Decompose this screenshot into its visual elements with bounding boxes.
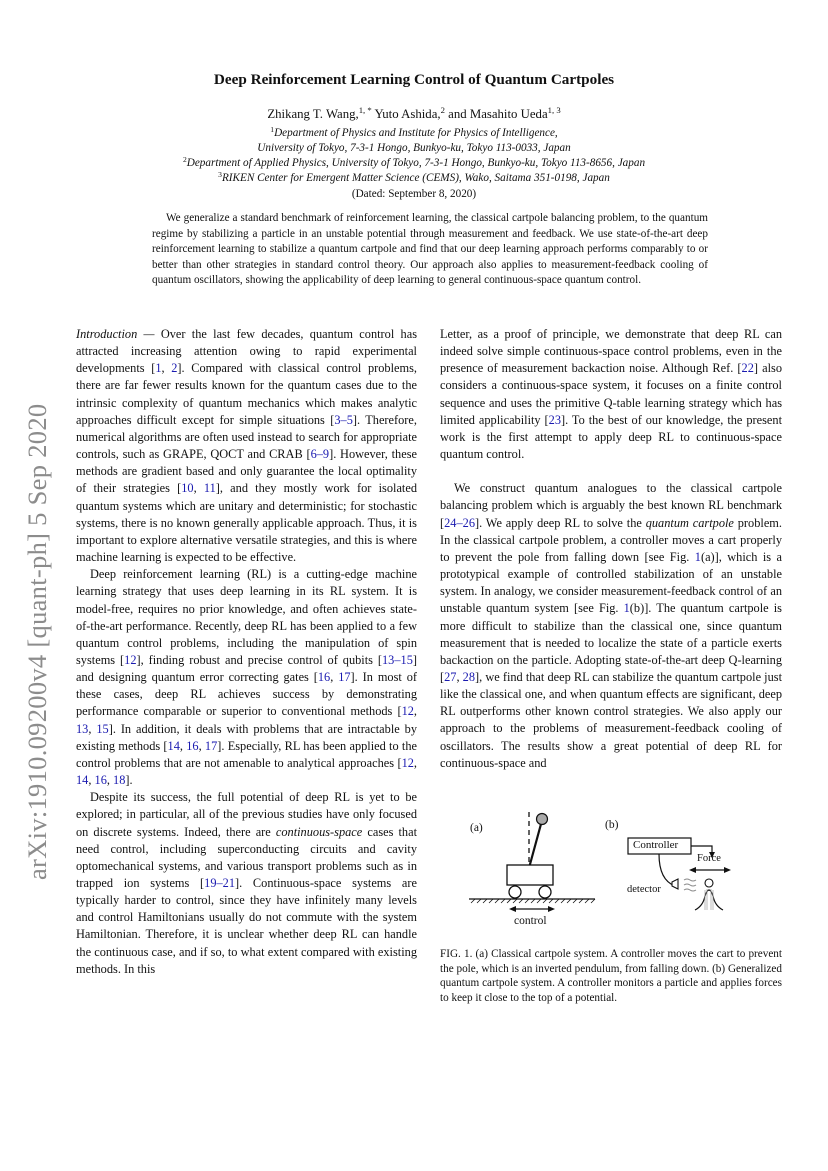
body-text: Letter, as a proof of principle, we demonstrate that deep RL can indeed solve simple continuous-space control problems, even in the presence of measurement backaction noise. Although Ref. [ — [440, 327, 782, 376]
citation-link[interactable]: 23 — [548, 412, 561, 427]
body-text: , — [88, 721, 97, 736]
author-name: Zhikang T. Wang, — [267, 107, 359, 121]
author-name: and Masahito Ueda — [444, 107, 548, 121]
emphasis-text: continuous-space — [275, 824, 363, 839]
citation-link[interactable]: 2 — [171, 361, 178, 376]
citation-link[interactable]: 11 — [203, 481, 216, 496]
right-column — [440, 326, 782, 772]
force-arrow-left-head — [689, 867, 696, 873]
controller-label: Controller — [633, 839, 679, 851]
citation-link[interactable]: 27 — [444, 669, 457, 684]
affil-text: University of Tokyo, 7-3-1 Hongo, Bunkyo-ku, Tokyo 113-0033, Japan — [257, 142, 571, 154]
figure-1 — [465, 810, 785, 935]
body-text: We construct quantum analogues to the classical cartpole balancing problem which is arguably the best known RL benchmark [ — [440, 481, 782, 530]
citation-link[interactable]: 12 — [401, 755, 414, 770]
affiliation-line — [0, 154, 828, 169]
body-text: ]. Therefore, numerical algorithms are often used instead to search for appropriate controls, such as GRAPE, QOCT and CRAB [ — [76, 412, 417, 462]
body-text: ] and designing quantum error correcting gates [ — [76, 652, 417, 685]
figure-1-caption: FIG. 1. (a) Classical cartpole system. A controller moves the cart to prevent the pole, which is an inverted pendulum, from falling down. (b) Generalized quantum cartpole system. A controller monitors a particle and applies forces to keep it close to the top of a potential. — [440, 948, 782, 1004]
author-affil-mark: 2 — [440, 105, 445, 116]
left-column — [76, 326, 417, 978]
body-text: ]. However, these methods are gradient based and only guarantee the local optimality of their strategies [ — [76, 447, 417, 496]
citation-link[interactable]: 18 — [113, 773, 126, 788]
citation-link[interactable]: 22 — [741, 361, 754, 376]
detector-label: detector — [627, 884, 661, 895]
body-paragraph — [440, 326, 782, 463]
citation-link[interactable]: 17 — [338, 670, 351, 685]
body-text: ]. We apply deep RL to solve the — [474, 515, 646, 530]
citation-link[interactable]: 6–9 — [310, 447, 330, 462]
panel-b-label: (b) — [605, 819, 619, 831]
body-text: ]. In most of these cases, deep RL achieves success by demonstrating performance comparable or superior to conventional methods [ — [76, 670, 417, 719]
citation-link[interactable]: 1 — [155, 361, 162, 376]
body-text: , — [179, 738, 187, 753]
body-paragraph — [76, 566, 417, 789]
force-label: Force — [697, 853, 721, 864]
body-text: ]. Compared with classical control problems, there are far fewer results known for the quantum cases due to the intrinsic complexity of quantum mechanics which makes analytic approaches difficult except for simple situations [ — [76, 361, 417, 427]
cart-wheel — [509, 886, 521, 898]
emphasis-text: Introduction — — [76, 327, 155, 341]
body-text: , — [161, 361, 172, 376]
figure-1-drawing — [465, 810, 785, 935]
affil-text: Department of Applied Physics, University of Tokyo, 7-3-1 Hongo, Bunkyo-ku, Tokyo 113-8656, Japan — [186, 157, 646, 169]
pole-mass — [537, 814, 548, 825]
body-text: , — [198, 738, 205, 753]
body-paragraph — [76, 789, 417, 978]
panel-a-label: (a) — [470, 822, 483, 834]
citation-link[interactable]: 16 — [317, 670, 331, 685]
pole — [529, 824, 541, 868]
affiliation-line — [0, 142, 828, 154]
author-name: Yuto Ashida, — [371, 107, 441, 121]
paragraph-gap — [440, 463, 782, 480]
control-arrow-right-head — [548, 906, 555, 912]
citation-link[interactable]: 16 — [186, 738, 199, 753]
body-paragraph — [440, 480, 782, 772]
detector-icon — [672, 879, 678, 889]
body-text: ], finding robust and precise control of qubits [ — [136, 652, 382, 667]
body-text: , — [193, 481, 204, 496]
dated-line: (Dated: September 8, 2020) — [351, 188, 477, 200]
affiliation-line — [0, 169, 828, 184]
citation-link[interactable]: 13–15 — [382, 652, 413, 667]
body-text: , — [413, 704, 417, 719]
citation-link[interactable]: 12 — [401, 704, 414, 719]
body-paragraph — [76, 326, 417, 566]
body-text: (b)]. The quantum cartpole is more difficult to stabilize than the classical one, since quantum measurement that is needed to localize the state of a particle exerts backaction on the particle. Adopting state-of-the-art deep Q-learning [ — [440, 601, 782, 684]
body-text: ]. In addition, it deals with problems that are intractable by existing methods [ — [76, 721, 418, 753]
particle — [705, 879, 713, 887]
body-text: ]. — [125, 773, 133, 788]
body-text: Over the last few decades, quantum control has attracted increasing attention owing to rapid experimental developments [ — [76, 327, 417, 376]
emphasis-text: quantum cartpole — [645, 515, 734, 530]
cart — [507, 865, 553, 885]
cart-wheel — [539, 886, 551, 898]
arxiv-side-label: arXiv:1910.09200v4 [quant-ph] 5 Sep 2020 — [22, 403, 52, 880]
body-text: Despite its success, the full potential of deep RL is yet to be explored; in particular, all of the previous studies have only focused on discrete systems. Indeed, there are — [76, 790, 417, 839]
citation-link[interactable]: 16 — [94, 773, 107, 788]
body-text: ]. To the best of our knowledge, the present work is the first attempt to apply deep RL to continuous-space quantum control. — [440, 412, 782, 462]
body-text: ], we find that deep RL can stabilize the quantum cartpole just like the classical one, and when quantum effects are significant, deep RL outperforms other known control strategies. We also apply our approach to the problems of measurement-feedback cooling of oscillators. The results show a great potential of deep RL for continuous-space and — [440, 669, 782, 770]
body-text: , — [413, 755, 417, 770]
body-text: (a)], which is a prototypical example of controlled stabilization of an unstable system. In analogy, we consider measurement-feedback control of an unstable quantum system [see Fig. — [440, 549, 782, 616]
wave-icon — [684, 879, 696, 891]
author-affil-mark: 1, 3 — [547, 105, 561, 116]
citation-link[interactable]: 13 — [76, 721, 89, 736]
abstract: We generalize a standard benchmark of reinforcement learning, the classical cartpole balancing problem, to the quantum regime by stabilizing a particle in an unstable potential through measurement and feedback. We use state-of-the-art deep reinforcement learning to stabilize a quantum cartpole and find that our deep learning approach performs comparably to or better than other strategies in standard control theory. Our approach also applies to measurement-feedback cooling of quantum oscillators, showing the applicability of deep learning to general continuous-space quantum control. — [152, 212, 708, 287]
citation-link[interactable]: 12 — [124, 652, 137, 667]
citation-link[interactable]: 19–21 — [204, 876, 236, 890]
citation-link[interactable]: 14 — [76, 773, 89, 788]
body-text: , — [88, 773, 95, 788]
body-text: problem. In the classical cartpole problem, a controller moves a cart properly to prevent the pole from falling down [see Fig. — [440, 515, 782, 564]
citation-link[interactable]: 17 — [204, 738, 218, 753]
body-text: ]. Continuous-space systems are typically harder to control, since they have infinitely many levels and control Hamiltonians usually do not commute with the system Hamiltonian. Therefore, it is unclear whether deep RL can handle the continuous case, and if so, to what extent compared with existing methods. In this — [76, 876, 417, 976]
citation-link[interactable]: 10 — [181, 481, 194, 496]
body-text: ]. Especially, RL has been applied to the control problems that are not amenable to analytical approaches [ — [76, 738, 417, 770]
citation-link[interactable]: 1 — [694, 549, 701, 564]
affil-mark: 1 — [270, 124, 275, 134]
force-arrow-right-head — [724, 867, 731, 873]
affil-text: RIKEN Center for Emergent Matter Science (CEMS), Wako, Saitama 351-0198, Japan — [221, 172, 610, 184]
affil-mark: 3 — [218, 169, 222, 179]
body-text: cases that need control, including superconducting circuits and cavity optomechanical systems, and various transport problems such as in trapped ion systems [ — [76, 824, 418, 890]
citation-link[interactable]: 1 — [623, 601, 630, 616]
inverted-potential — [695, 890, 723, 910]
body-text: , — [106, 773, 114, 788]
citation-link[interactable]: 3–5 — [334, 412, 353, 427]
control-arrow-left-head — [509, 906, 516, 912]
citation-link[interactable]: 24–26 — [444, 515, 475, 530]
affil-mark: 2 — [182, 154, 187, 164]
body-text: ] also considers a continuous-space system, it focuses on a finite control sequence and uses the primitive Q-table learning strategy which has limited applicability [ — [440, 361, 782, 427]
author-list — [0, 107, 828, 122]
affil-text: Department of Physics and Institute for Physics of Intelligence, — [274, 127, 558, 139]
author-affil-mark: 1, * — [358, 105, 372, 116]
body-text: Deep reinforcement learning (RL) is a cutting-edge machine learning strategy that uses deep learning in its RL system. It is model-free, requires no prior knowledge, and often achieves state-of-the-art performance. Recently, deep RL has been applied to a few quantum control problems, including the manipulation of spin systems [ — [76, 567, 417, 667]
body-text: , — [456, 669, 463, 684]
affiliation-line — [0, 124, 828, 139]
citation-link[interactable]: 28 — [462, 669, 476, 684]
citation-link[interactable]: 15 — [96, 721, 109, 736]
control-label: control — [514, 915, 547, 927]
body-text: ], and they mostly work for isolated quantum systems which are unitary and deterministic; for stochastic systems, there is no known generally applicable approach. Thus, it is important to explore alternative versatile strategies, and this is where machine learning is expected to be effective. — [76, 481, 417, 565]
paper-title: Deep Reinforcement Learning Control of Quantum Cartpoles — [213, 71, 615, 88]
citation-link[interactable]: 14 — [167, 738, 180, 753]
body-text: , — [330, 670, 339, 685]
cartpole-diagram — [469, 812, 595, 912]
